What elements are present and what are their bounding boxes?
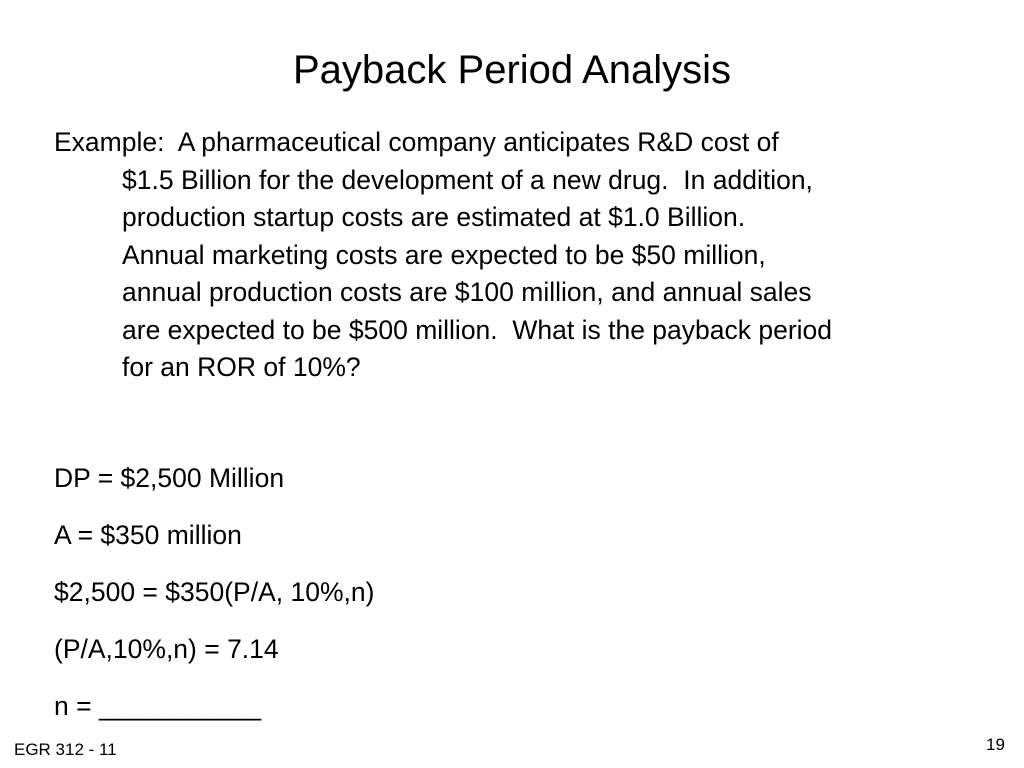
work-line-factor: (P/A,10%,n) = 7.14 bbox=[54, 634, 279, 664]
example-line-1: Example: A pharmaceutical company anticipates R&D cost of bbox=[54, 127, 779, 157]
example-line-6: are expected to be $500 million. What is the payback period bbox=[122, 314, 833, 345]
example-line-7: for an ROR of 10%? bbox=[122, 352, 361, 382]
example-line-4: Annual marketing costs are expected to be $50 million, bbox=[122, 239, 766, 270]
work-line-equation: $2,500 = $350(P/A, 10%,n) bbox=[54, 577, 375, 607]
work-line-answer-blank: n = ___________ bbox=[54, 691, 262, 721]
slide-title: Payback Period Analysis bbox=[292, 48, 731, 92]
page-number: 19 bbox=[986, 735, 1005, 754]
example-line-2: $1.5 Billion for the development of a new drug. In addition, bbox=[122, 164, 813, 195]
example-paragraph bbox=[54, 124, 974, 387]
work-line-annual: A = $350 million bbox=[54, 520, 242, 550]
example-line-5: annual production costs are $100 million, and annual sales bbox=[122, 277, 812, 307]
example-line-3: production startup costs are estimated at $1.0 Billion. bbox=[122, 202, 746, 232]
footer-course-label: EGR 312 - 11 bbox=[14, 740, 117, 759]
work-line-dp: DP = $2,500 Million bbox=[54, 463, 285, 493]
